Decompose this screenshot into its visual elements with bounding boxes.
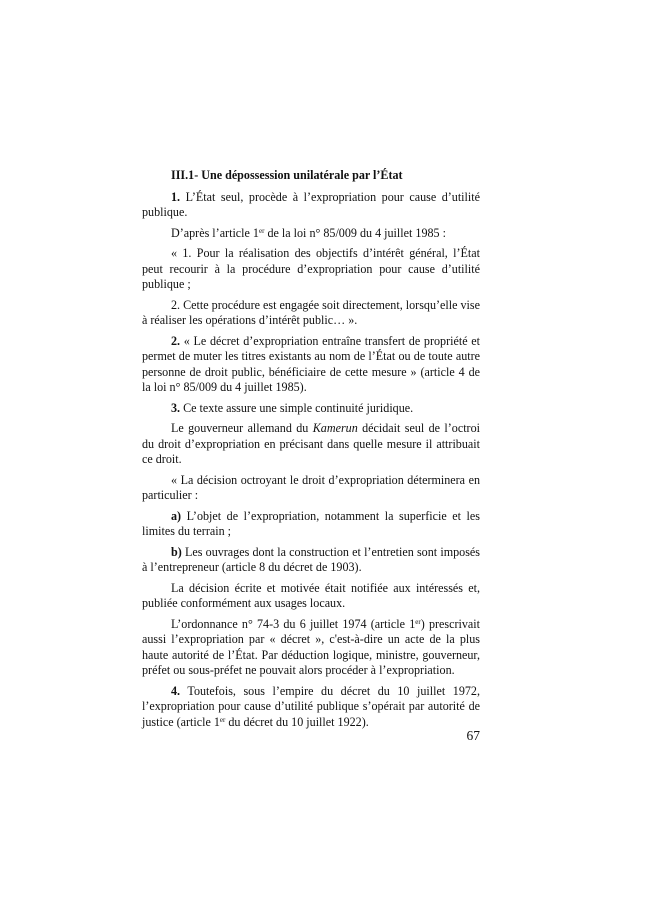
paragraph-2 <box>142 226 480 242</box>
paragraph-5 <box>142 334 480 396</box>
paragraph-number: 2. <box>171 333 181 348</box>
page-body <box>142 168 480 735</box>
paragraph-text: décidait seul de l’octroi du droit d’expropriation en précisant dans quelle mesure il attribuait ce droit. <box>142 421 480 467</box>
paragraph-text: Les ouvrages dont la construction et l’entretien sont imposés à l’entrepreneur (article 8 du décret de 1903). <box>142 544 480 575</box>
paragraph-text: ) prescrivait aussi l’expropriation par « décret », c'est-à-dire un acte de la plus haute autorité de l’État. Par déduction logique, ministre, gouverneur, préfet ou sous-préfet ne pouvait alors procéder à l’expropriation. <box>142 616 480 678</box>
paragraph-number: b) <box>171 544 182 559</box>
paragraph-text: L’objet de l’expropriation, notamment la superficie et les limites du terrain ; <box>142 508 480 539</box>
paragraph-number: 1. <box>171 189 181 204</box>
paragraph-text: L’ordonnance n° 74-3 du 6 juillet 1974 (article 1 <box>171 616 416 631</box>
paragraph-10 <box>142 545 480 576</box>
paragraph-13 <box>142 684 480 731</box>
paragraph-text: « Le décret d’expropriation entraîne transfert de propriété et permet de muter les titres existants au nom de l’État ou de toute autre personne de droit public, bénéficiaire de cette mesure » (article 4 de la loi n° 85/009 du 4 juillet 1985). <box>142 333 480 395</box>
paragraph-text: Le gouverneur allemand du <box>171 421 313 436</box>
paragraph-text: de la loi n° 85/009 du 4 juillet 1985 : <box>264 225 446 240</box>
paragraph-9 <box>142 509 480 540</box>
paragraph-11: La décision écrite et motivée était notifiée aux intéressés et, publiée conformément aux usages locaux. <box>142 580 480 611</box>
paragraph-6 <box>142 401 480 417</box>
paragraph-1 <box>142 190 480 221</box>
paragraph-text: Ce texte assure une simple continuité juridique. <box>180 400 414 415</box>
paragraph-number: a) <box>171 508 182 523</box>
section-heading: III.1- Une dépossession unilatérale par l’État <box>171 168 403 182</box>
paragraph-text: du décret du 10 juillet 1922). <box>225 714 369 729</box>
paragraph-number: 3. <box>171 400 181 415</box>
paragraph-7 <box>142 421 480 468</box>
superscript: er <box>258 226 265 235</box>
paragraph-8: « La décision octroyant le droit d’expropriation déterminera en particulier : <box>142 472 480 503</box>
paragraph-12 <box>142 617 480 679</box>
paragraph-4: 2. Cette procédure est engagée soit directement, lorsqu’elle vise à réaliser les opérations d’intérêt public… ». <box>142 297 480 328</box>
paragraph-text: Toutefois, sous l’empire du décret du 10 juillet 1972, l’expropriation pour cause d’utilité publique s’opérait par autorité de justice (article 1 <box>142 683 480 729</box>
paragraph-3: « 1. Pour la réalisation des objectifs d’intérêt général, l’État peut recourir à la procédure d’expropriation pour cause d’utilité publique ; <box>142 245 480 292</box>
paragraph-text: D’après l’article 1 <box>171 225 259 240</box>
italic-term: Kamerun <box>312 421 358 436</box>
superscript: er <box>219 715 226 724</box>
page-number: 67 <box>466 728 480 743</box>
paragraph-text: L’État seul, procède à l’expropriation pour cause d’utilité publique. <box>142 189 480 220</box>
paragraph-number: 4. <box>171 683 181 698</box>
superscript: er <box>415 617 421 626</box>
